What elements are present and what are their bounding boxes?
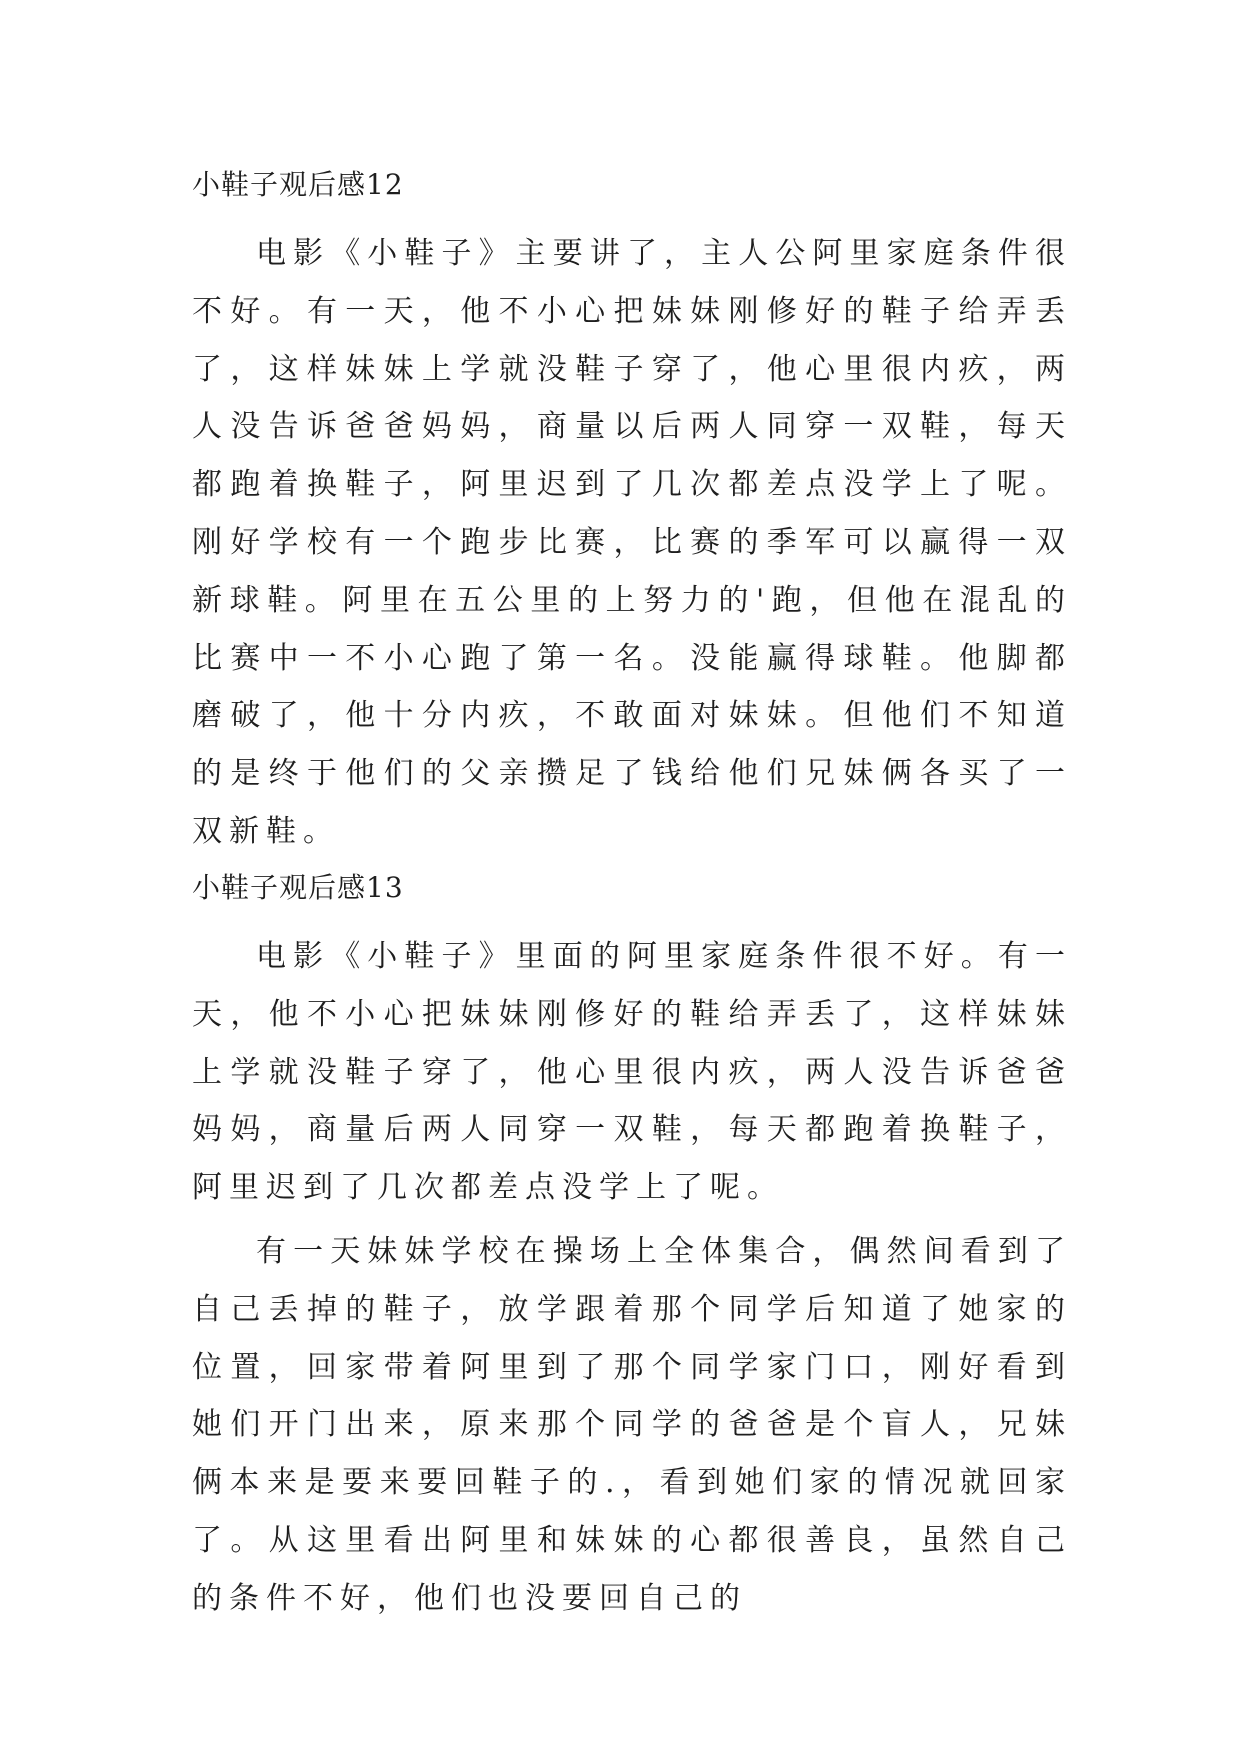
essay-section-13 — [192, 868, 1072, 1628]
section-title: 小鞋子观后感12 — [192, 168, 404, 201]
essay-section-12 — [192, 165, 1072, 861]
paragraph: 电影《小鞋子》里面的阿里家庭条件很不好。有一天，他不小心把妹妹刚修好的鞋给弄丢了，这样妹妹上学就没鞋子穿了，他心里很内疚，两人没告诉爸爸妈妈，商量后两人同穿一双鞋，每天都跑着换鞋子，阿里迟到了几次都差点没学上了呢。 — [192, 939, 1072, 1206]
paragraph: 有一天妹妹学校在操场上全体集合，偶然间看到了自己丢掉的鞋子，放学跟着那个同学后知道了她家的位置，回家带着阿里到了那个同学家门口，刚好看到她们开门出来，原来那个同学的爸爸是个盲人，兄妹俩本来是要来要回鞋子的.，看到她们家的情况就回家了。从这里看出阿里和妹妹的心都很善良，虽然自己的条件不好，他们也没要回自己的 — [192, 1233, 1072, 1616]
paragraph: 电影《小鞋子》主要讲了，主人公阿里家庭条件很不好。有一天，他不小心把妹妹刚修好的鞋子给弄丢了，这样妹妹上学就没鞋子穿了，他心里很内疚，两人没告诉爸爸妈妈，商量以后两人同穿一双鞋，每天都跑着换鞋子，阿里迟到了几次都差点没学上了呢。刚好学校有一个跑步比赛，比赛的季军可以赢得一双新球鞋。阿里在五公里的上努力的'跑，但他在混乱的比赛中一不小心跑了第一名。没能赢得球鞋。他脚都磨破了，他十分内疚，不敢面对妹妹。但他们不知道的是终于他们的父亲攒足了钱给他们兄妹俩各买了一双新鞋。 — [192, 236, 1072, 849]
section-title: 小鞋子观后感13 — [192, 871, 404, 904]
